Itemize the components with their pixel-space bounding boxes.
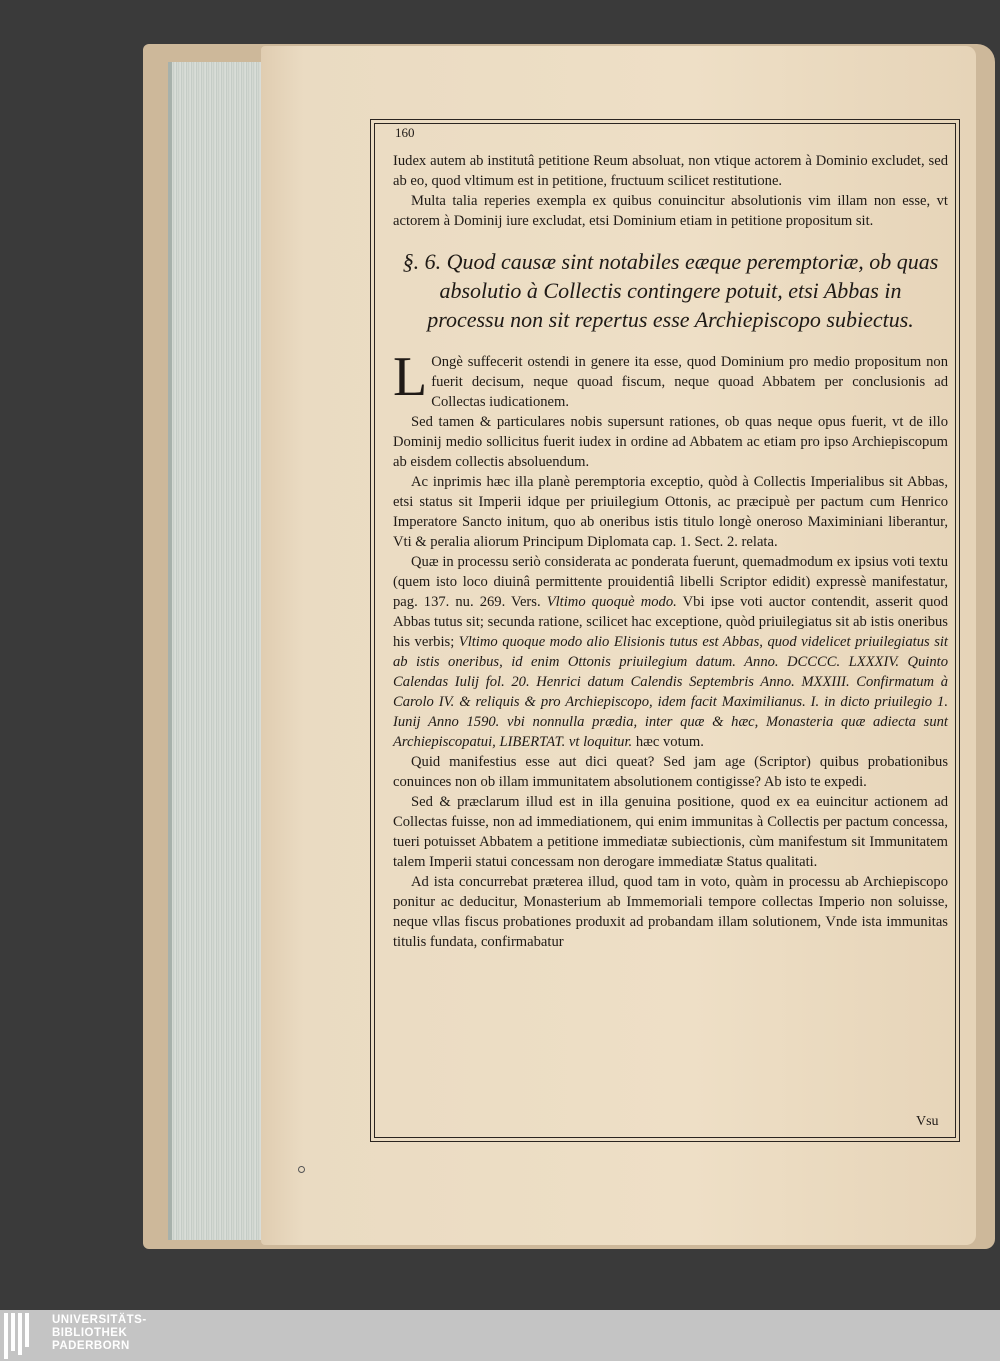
- page-number: 160: [395, 125, 415, 140]
- footer-bar: [0, 1310, 1000, 1361]
- paragraph-1: Iudex autem ab institutâ petitione Reum absoluat, non vtique actorem à Dominio excludet, sed ab eo, quod vltimum est in petitione, fructuum scilicet restitutione.: [393, 153, 948, 189]
- library-line-3: PADERBORN: [52, 1340, 130, 1352]
- paragraph-9: Ad ista concurrebat præterea illud, quod tam in voto, quàm in processu ab Archiepiscopo ponitur ac deducitur, Monasterium ab Immemoriali tempore collectas Imperio non soluisse, neque vllas fiscus probationes produxit ad probandam illam solutionem, Vnde ista immunitas titulis fundata, confirmabatur: [393, 874, 948, 950]
- paragraph-3: L Ongè suffecerit ostendi in genere ita esse, quod Dominium pro medio propositum non fuerit decisum, neque quoad fiscum, neque quoad Abbatem per conclusionis ad Collectas iudicationem.: [393, 346, 948, 410]
- paragraph-8: Sed & præclarum illud est in illa genuina positione, quod ex ea euincitur actionem ad Collectas fuisse, non ad immediationem, qui enim immunitas à Collectis per pactum concessa, tueri potuisset Abbatem a petitione immediatæ subiectionis, cùm manifestum sit Immunitatem talem Imperii statui concessam non derogare immediatæ Status qualitati.: [393, 794, 948, 870]
- page-text: [393, 125, 948, 1135]
- paragraph-4: Sed tamen & particulares nobis supersunt rationes, ob quas neque opus fuerit, vt de illo Dominij medio sollicitus fuerit iudex in ordine ad Abbatem ac etiam pro ipso Archiepiscopum ab eisdem collectis absoluendum.: [393, 414, 948, 470]
- drop-cap: L: [393, 346, 428, 408]
- section-heading: §. 6. Quod causæ sint notabiles eæque peremptoriæ, ob quas absolutio à Collectis contingere potuit, etsi Abbas in processu non sit repertus esse Archiepiscopo subiectus.: [402, 249, 939, 332]
- catchword: Vsu: [916, 1114, 939, 1129]
- library-logo-icon: [4, 1313, 29, 1359]
- paragraph-7: Quid manifestius esse aut dici queat? Sed jam age (Scriptor) quibus probationibus conuinces non ob illam immunitatem absolutionem contigisse? Ab isto te expedi.: [393, 754, 948, 790]
- paragraph-5: Ac inprimis hæc illa planè peremptoria exceptio, quòd à Collectis Imperialibus sit Abbas, etsi status sit Imperii idque per priuilegium Ottonis, ac præcipuè per pactum cum Henrico Imperatore Sancto initum, quo ab oneribus istis titulo longè oneroso Maximiniani liberantur, Vti & peralia aliorum Principum Diplomata cap. 1. Sect. 2. relata.: [393, 474, 948, 550]
- paragraph-2: Multa talia reperies exempla ex quibus conuincitur absolutionis vim illam non esse, vt actorem à Dominij iure excludat, etsi Dominium etiam in petitione propositum sit.: [393, 193, 948, 229]
- page-edges: [168, 62, 267, 1240]
- page-mark: [298, 1166, 305, 1173]
- library-line-2: BIBLIOTHEK: [52, 1327, 128, 1339]
- paragraph-6: Quæ in processu seriò considerata ac ponderata fuerunt, quemadmodum ex ipsius voti textu (quem isto loco diuinâ permittente prouidentiâ libelli Scriptor edidit) expressè manifestatur, pag. 137. nu. 269. Vers. Vltimo quoquè modo. Vbi ipse voti auctor contendit, asserit quod Abbas tutus sit; secunda ratione, scilicet hac exceptione, quòd priuilegiatus sit ab istis oneribus his verbis; Vltimo quoque modo alio Elisionis tutus est Abbas, quod videlicet priuilegiatus sit ab istis oneribus, id enim Ottonis priuilegium datum. Anno. DCCCC. LXXXIV. Quinto Calendas Iulij fol. 20. Henrici datum Calendis Septembris Anno. MXXIII. Confirmatum à Carolo IV. & reliquis & pro Archiepiscopo, idem facit Maximilianus. I. in dicto priuilegio 1. Iunij Anno 1590. vbi nonnulla prædia, inter quæ & hæc, Monasteria quæ adiecta sunt Archiepiscopatui, LIBERTAT. vt loquitur. hæc votum.: [393, 554, 948, 750]
- library-line-1: UNIVERSITÄTS-: [52, 1314, 147, 1326]
- library-name: [52, 1314, 147, 1353]
